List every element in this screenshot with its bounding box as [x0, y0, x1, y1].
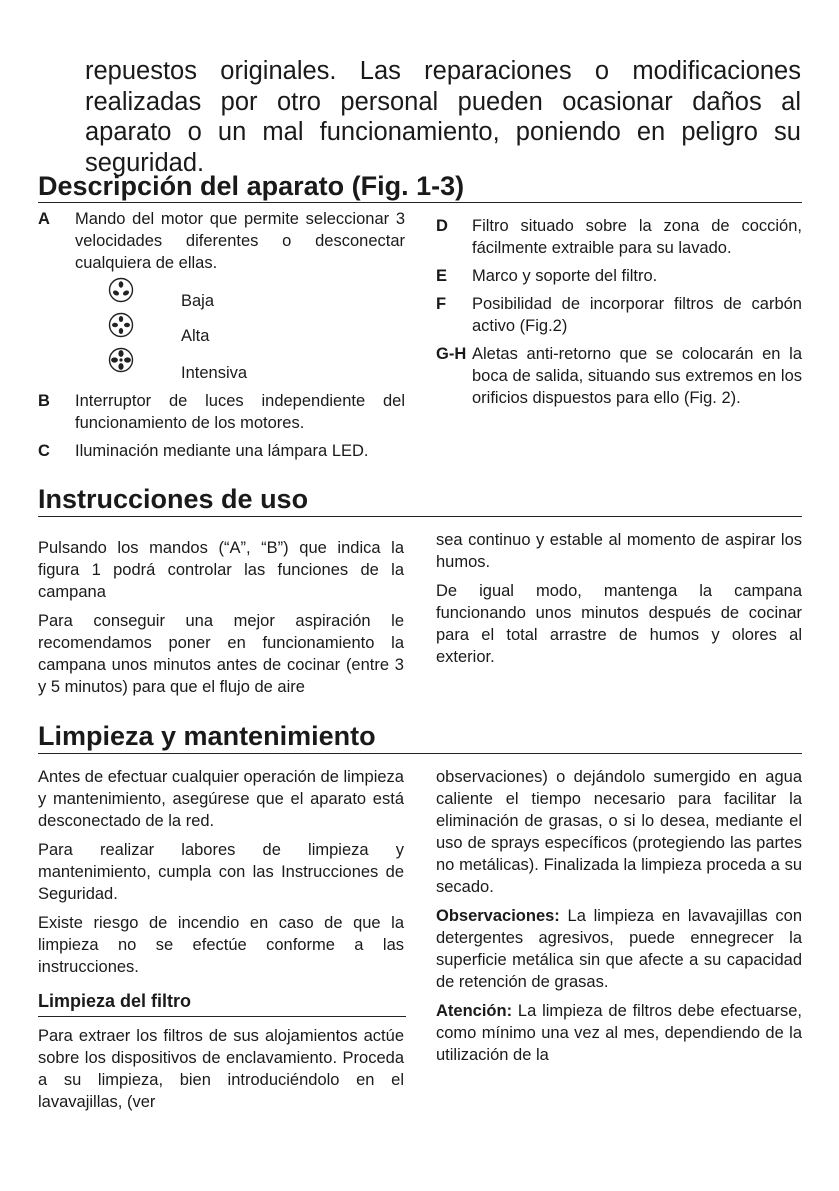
item-text-d: Filtro situado sobre la zona de cocción, fácilmente extraible para su lavado. [472, 217, 802, 257]
cleaning-paragraph: Para realizar labores de limpieza y mantenimiento, cumpla con las Instrucciones de Seguridad. [38, 841, 404, 903]
cleaning-paragraph: observaciones) o dejándolo sumergido en agua caliente el tiempo necesario para facilitar la eliminación de grasas, o si lo desea, mediante el uso de sprays específicos (protegiendo las partes no metálicas). Finalizada la limpieza proceda a su secado. [436, 768, 802, 896]
subsection-rule [38, 1016, 406, 1017]
cleaning-right-column [436, 766, 802, 1066]
item-letter-e: E [436, 267, 448, 285]
item-letter-gh: G-H [436, 345, 467, 363]
observations-paragraph [436, 905, 802, 993]
speed-label-1: Baja [181, 292, 215, 310]
subsection-title-filter: Limpieza del filtro [38, 991, 192, 1011]
fan-speed-2-icon [108, 312, 134, 338]
section-title-cleaning: Limpieza y mantenimiento [38, 721, 376, 751]
observations-text: La limpieza en lavavajillas con detergentes agresivos, puede ennegrecer la superficie metálica sin que afecte a su capacidad de retención de grasas. [436, 907, 802, 991]
item-text-b: Interruptor de luces independiente del funcionamiento de los motores. [75, 392, 405, 432]
usage-paragraph: De igual modo, mantenga la campana funcionando unos minutos después de cocinar para el total arrastre de humos y olores al exterior. [436, 582, 802, 666]
cleaning-left-column [38, 766, 404, 978]
fan-speed-1-icon [108, 277, 134, 303]
section-rule [38, 753, 802, 754]
usage-paragraph: Para conseguir una mejor aspiración le recomendamos poner en funcionamiento la campana unos minutos antes de cocinar (entre 3 y 5 minutos) para que el flujo de aire [38, 612, 404, 696]
speed-label-2: Alta [181, 327, 210, 345]
attention-text: La limpieza de filtros debe efectuarse, como mínimo una vez al mes, dependiendo de la utilización de la [436, 1002, 802, 1064]
item-text-c: Iluminación mediante una lámpara LED. [75, 442, 369, 460]
filter-column [38, 1025, 404, 1113]
section-title-description: Descripción del aparato (Fig. 1-3) [38, 171, 465, 201]
item-letter-c: C [38, 442, 50, 460]
usage-left-column [38, 537, 404, 698]
item-letter-f: F [436, 295, 447, 313]
usage-right-column [436, 529, 802, 668]
cleaning-paragraph: Antes de efectuar cualquier operación de limpieza y mantenimiento, asegúrese que el aparato está desconectado de la red. [38, 768, 404, 830]
fan-speed-3-icon [108, 347, 134, 373]
speed-label-3: Intensiva [181, 364, 248, 382]
item-letter-d: D [436, 217, 448, 235]
attention-label: Atención: [436, 1002, 513, 1020]
attention-paragraph [436, 1000, 802, 1066]
item-text-f: Posibilidad de incorporar filtros de carbón activo (Fig.2) [472, 295, 802, 335]
section-rule [38, 202, 802, 203]
usage-paragraph: Pulsando los mandos (“A”, “B”) que indica la figura 1 podrá controlar las funciones de la campana [38, 539, 404, 601]
description-right-column [436, 215, 802, 445]
item-text-e: Marco y soporte del filtro. [472, 267, 658, 285]
observations-label: Observaciones: [436, 907, 560, 925]
section-title-usage: Instrucciones de uso [38, 484, 309, 514]
usage-paragraph: sea continuo y estable al momento de aspirar los humos. [436, 531, 802, 571]
filter-paragraph: Para extraer los filtros de sus alojamientos actúe sobre los dispositivos de enclavamiento. Proceda a su limpieza, bien introduciéndolo en el lavavajillas, (ver [38, 1027, 404, 1111]
intro-paragraph: repuestos originales. Las reparaciones o modificaciones realizadas por otro personal pueden ocasionar daños al aparato o un mal funcionamiento, poniendo en peligro su seguridad. [85, 57, 801, 177]
section-rule [38, 516, 802, 517]
item-text-gh: Aletas anti-retorno que se colocarán en la boca de salida, situando sus extremos en los orificios dispuestos para ello (Fig. 2). [472, 345, 802, 407]
description-left-column [38, 208, 406, 468]
cleaning-paragraph: Existe riesgo de incendio en caso de que la limpieza no se efectúe conforme a las instrucciones. [38, 914, 404, 976]
item-letter-a: A [38, 210, 50, 228]
item-letter-b: B [38, 392, 50, 410]
item-text-a: Mando del motor que permite seleccionar 3 velocidades diferentes o desconectar cualquiera de ellas. [75, 210, 405, 272]
